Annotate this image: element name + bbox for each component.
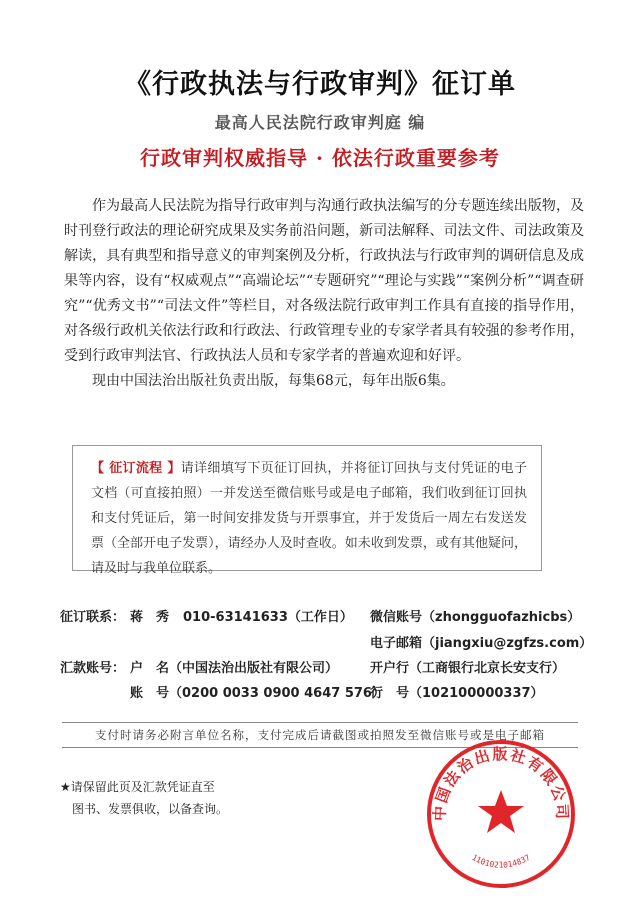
seal-name: 中国法治出版社有限公司 [430,745,572,822]
page-title: 《行政执法与行政审判》征订单 [124,69,516,100]
order-flow-box [72,445,542,576]
svg-text:1101021014837 [470,853,532,870]
keep-notice [60,776,228,820]
contact-label: 征订联系： [60,610,126,625]
bank-number: 行 号（102100000337） [370,686,544,701]
intro-section [64,194,584,394]
keep-line-2: 图书、发票俱收，以备查询。 [72,802,229,816]
slogan: 行政审判权威指导 · 依法行政重要参考 [140,146,500,170]
editor-line: 最高人民法院行政审判庭 编 [214,113,426,132]
account-number: 账 号（0200 0033 0900 4647 576） [130,686,385,701]
official-seal [425,738,577,890]
account-holder: 户 名（中国法治出版社有限公司） [130,661,339,676]
keep-line-1: ★请保留此页及汇款凭证直至 [60,780,215,794]
seal-code: 1101021014837 [470,852,532,870]
bank-name: 开户行（工商银行北京长安支行） [370,661,566,676]
contact-phone: 010-63141633（工作日） [183,610,353,625]
intro-paragraph: 作为最高人民法院为指导行政审判与沟通行政执法编写的分专题连续出版物，及时刊登行政法的理论研究成果及实务前沿问题，新司法解释、司法文件、司法政策及解读，具有典型和指导意义的审判案例及分析，行政执法与行政审判的调研信息及成果等内容，设有“权威观点”“高端论坛”“专题研究”“理论与实践”“案例分析”“调查研究”“优秀文书”“司法文件”等栏目，对各级法院行政审判工作具有直接的指导作用，对各级行政机关依法行政和行政法、行政管理专业的专家学者具有较强的参考作用，受到行政审判法官、行政执法人员和专家学者的普遍欢迎和好评。 [64,198,584,364]
wechat-account: 微信账号（zhongguofazhicbs） [370,610,581,625]
contact-name: 蒋 秀 [130,610,170,625]
flow-tag: 【 征订流程 】 [91,461,181,476]
price-paragraph: 现由中国法治出版社负责出版，每集68元，每年出版6集。 [92,373,455,389]
payment-note: 支付时请务必附言单位名称，支付完成后请截图或拍照发至微信账号或是电子邮箱 [62,722,578,748]
remit-label: 汇款账号： [60,661,126,676]
email-address: 电子邮箱（jiangxiu@zgfzs.com） [370,636,593,651]
seal-star-icon [478,790,524,833]
flow-text: 请详细填写下页征订回执，并将征订回执与支付凭证的电子文档（可直接拍照）一并发送至微信账号或是电子邮箱，我们收到征订回执和支付凭证后，第一时间安排发货与开票事宜，并于发货后一周左右发送发票（全部开电子发票），请经办人及时查收。如未收到发票，或有其他疑问，请及时与我单位联系。 [91,461,527,576]
